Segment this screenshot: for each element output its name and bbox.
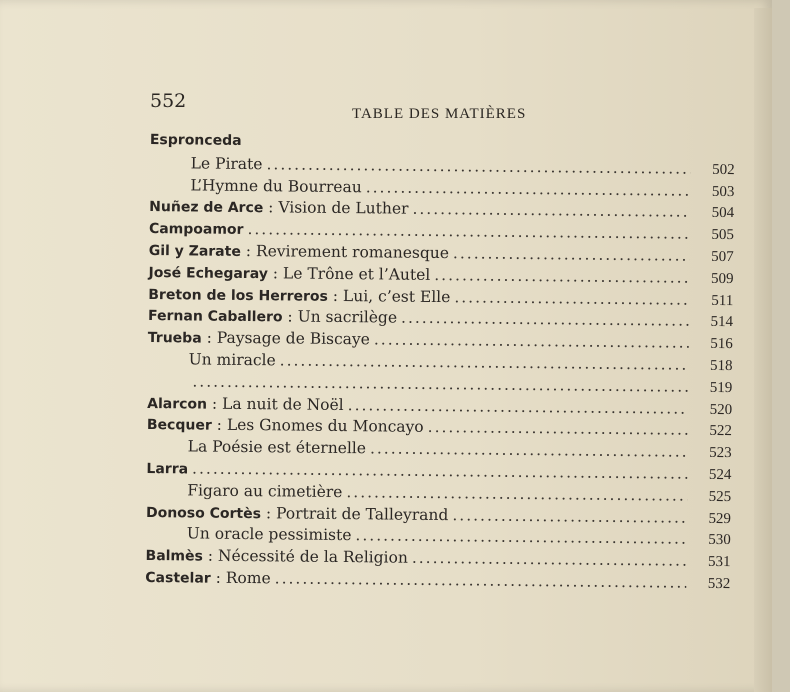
toc-author: Alarcon [147, 395, 208, 413]
toc-separator: : [260, 503, 277, 522]
toc-title: Paysage de Biscaye [216, 328, 370, 349]
toc-author: Larra [146, 460, 189, 478]
toc-author: Fernan Caballero [147, 308, 283, 326]
toc-page-number: 503 [711, 183, 735, 200]
dot-leader [192, 372, 688, 395]
dot-leader [454, 288, 689, 308]
dot-leader [428, 418, 688, 439]
toc-title: Lui, c’est Elle [342, 286, 451, 306]
toc-title: Nécessité de la Religion [217, 546, 408, 567]
toc-author: Balmès [145, 548, 203, 565]
toc-page-number: 504 [711, 205, 735, 222]
dot-leader [266, 155, 690, 177]
dot-leader [280, 351, 689, 373]
toc-title: Figaro au cimetière [187, 481, 343, 501]
toc-page-number: 516 [710, 336, 733, 353]
dot-leader [453, 244, 690, 264]
dot-leader [412, 200, 690, 221]
toc-author: Castelar [145, 569, 211, 587]
toc-page-number: 520 [709, 401, 733, 418]
dot-leader [366, 178, 691, 199]
page-edge [754, 8, 772, 692]
page-number: 552 [150, 90, 187, 112]
toc-title: Un oracle pessimiste [186, 524, 352, 545]
toc-page-number: 532 [707, 575, 731, 593]
toc-page-number: 519 [709, 379, 733, 396]
dot-leader [192, 459, 688, 482]
toc-author: Breton de los Herreros [148, 286, 328, 305]
toc-page-number: 524 [708, 466, 732, 484]
toc-page-number: 518 [709, 357, 733, 375]
toc-page-number: 509 [710, 270, 734, 287]
toc-title: La nuit de Noël [222, 394, 344, 414]
toc-separator: : [201, 328, 217, 347]
dot-leader [374, 331, 689, 352]
toc-author: Gil y Zarate [148, 242, 241, 260]
toc-title: Rome [225, 568, 271, 588]
toc-separator: : [202, 546, 219, 565]
toc-page-number: 505 [711, 227, 735, 244]
toc-title: Un miracle [188, 350, 276, 370]
toc-title: Portrait de Talleyrand [275, 503, 449, 524]
toc-title: Un sacrilège [297, 307, 398, 327]
toc-page-number: 502 [712, 161, 735, 178]
dot-leader [275, 569, 687, 591]
toc-author: Donoso Cortès [145, 504, 262, 522]
dot-leader [434, 266, 689, 287]
toc-title: La Poésie est éternelle [187, 437, 367, 458]
dot-leader [452, 506, 687, 526]
dot-leader [247, 220, 690, 243]
toc-title: Le Pirate [190, 154, 263, 173]
toc-page-number: 525 [708, 488, 732, 505]
toc-separator: : [282, 307, 298, 326]
toc-separator: : [211, 416, 227, 435]
dot-leader [355, 527, 686, 548]
toc-separator: : [267, 264, 284, 283]
toc-separator: : [327, 286, 344, 305]
toc-author: Becquer [146, 417, 212, 435]
toc-page-number: 511 [711, 292, 734, 309]
toc-author: José Echegaray [148, 264, 268, 283]
toc-title: Le Trône et l’Autel [282, 264, 431, 284]
toc-separator: : [240, 241, 257, 261]
toc-title: Les Gnomes du Moncayo [226, 416, 424, 437]
toc-page-number: 530 [708, 532, 731, 549]
toc-page-number: 523 [709, 445, 732, 462]
toc-author: Trueba [147, 330, 202, 347]
toc-separator: : [210, 568, 226, 587]
toc-author: Espronceda [149, 132, 242, 149]
toc-title: L’Hymne du Bourreau [190, 176, 362, 196]
toc-title: Vision de Luther [278, 198, 409, 219]
running-title: TABLE DES MATIÈRES [352, 106, 527, 122]
toc-page-number: 522 [709, 423, 732, 440]
table-of-contents [145, 132, 735, 596]
toc-page-number: 529 [708, 510, 732, 527]
dot-leader [346, 483, 687, 505]
dot-leader [370, 439, 688, 460]
dot-leader [412, 549, 687, 570]
toc-separator: : [206, 394, 223, 413]
toc-page-number: 507 [711, 248, 734, 266]
toc-separator: : [263, 198, 279, 217]
toc-author: Nuñez de Arce [149, 199, 264, 217]
dot-leader [401, 309, 689, 330]
toc-page-number: 531 [707, 554, 731, 571]
toc-page-number: 514 [710, 314, 734, 331]
toc-title: Revirement romanesque [255, 242, 450, 263]
toc-author: Campoamor [148, 221, 244, 239]
dot-leader [348, 396, 689, 418]
